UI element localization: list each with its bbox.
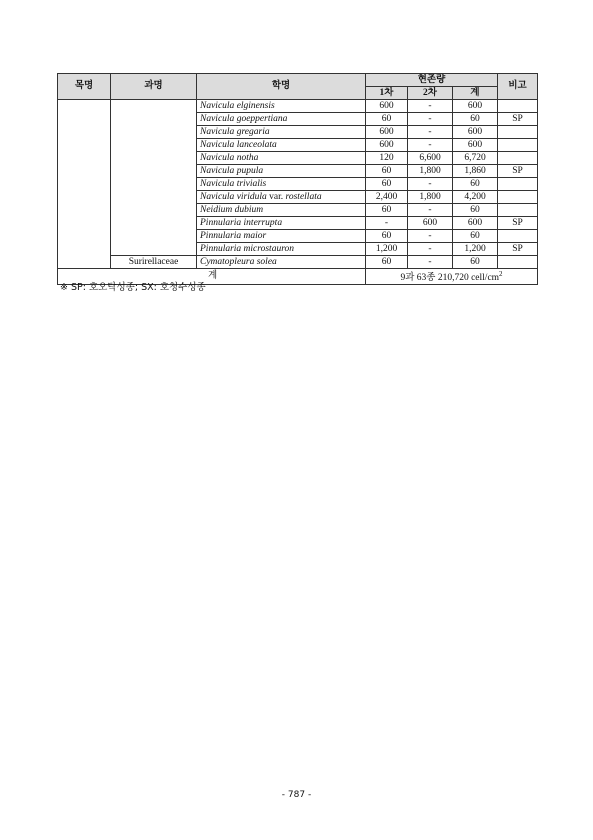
sum-value xyxy=(366,269,538,285)
first-value: 600 xyxy=(366,100,408,113)
second-value: 6,600 xyxy=(408,152,453,165)
second-value: - xyxy=(408,100,453,113)
page-number: - 787 - xyxy=(281,790,312,800)
total-value: 600 xyxy=(453,100,498,113)
genus: Navicula xyxy=(200,139,235,150)
variety: rostellata xyxy=(285,191,322,202)
scientific-name-cell xyxy=(197,113,366,126)
genus: Navicula xyxy=(200,100,235,111)
total-value: 600 xyxy=(453,126,498,139)
remark-value xyxy=(498,100,538,113)
header-family: 과명 xyxy=(111,74,197,100)
species: trivialis xyxy=(236,178,267,189)
species: elginensis xyxy=(236,100,275,111)
scientific-name-cell xyxy=(197,165,366,178)
remark-value: SP xyxy=(498,113,538,126)
second-value: - xyxy=(408,256,453,269)
second-value: - xyxy=(408,126,453,139)
total-value: 60 xyxy=(453,178,498,191)
scientific-name-cell xyxy=(197,256,366,269)
scientific-name-cell xyxy=(197,204,366,217)
species: solea xyxy=(256,256,277,267)
genus: Pinnularia xyxy=(200,243,242,254)
species: maior xyxy=(243,230,267,241)
order-cell xyxy=(58,100,111,269)
first-value: 60 xyxy=(366,165,408,178)
header-scientific-name: 학명 xyxy=(197,74,366,100)
second-value: - xyxy=(408,178,453,191)
scientific-name-cell xyxy=(197,230,366,243)
scientific-name-cell xyxy=(197,100,366,113)
table-row xyxy=(58,100,538,113)
total-value: 60 xyxy=(453,204,498,217)
header-second: 2차 xyxy=(408,87,453,100)
second-value: - xyxy=(408,204,453,217)
genus: Pinnularia xyxy=(200,230,242,241)
first-value: 60 xyxy=(366,256,408,269)
remark-value xyxy=(498,256,538,269)
remark-value xyxy=(498,126,538,139)
genus: Navicula xyxy=(200,113,235,124)
scientific-name-cell xyxy=(197,243,366,256)
genus: Navicula xyxy=(200,178,235,189)
header-total: 계 xyxy=(453,87,498,100)
total-value: 1,200 xyxy=(453,243,498,256)
first-value: 600 xyxy=(366,126,408,139)
sum-superscript: 2 xyxy=(499,270,503,278)
genus: Pinnularia xyxy=(200,217,242,228)
total-value: 60 xyxy=(453,230,498,243)
total-value: 600 xyxy=(453,139,498,152)
scientific-name-cell xyxy=(197,152,366,165)
remark-value xyxy=(498,191,538,204)
header-standing-crop: 현존량 xyxy=(366,74,498,87)
header-order: 목명 xyxy=(58,74,111,100)
second-value: - xyxy=(408,230,453,243)
second-value: 1,800 xyxy=(408,165,453,178)
species: notha xyxy=(236,152,259,163)
genus: Neidium xyxy=(200,204,233,215)
second-value: - xyxy=(408,243,453,256)
first-value: 60 xyxy=(366,230,408,243)
genus: Navicula xyxy=(200,152,235,163)
species: lanceolata xyxy=(236,139,277,150)
species: viridula xyxy=(236,191,267,202)
second-value: 600 xyxy=(408,217,453,230)
first-value: 600 xyxy=(366,139,408,152)
genus: Navicula xyxy=(200,191,235,202)
remark-value xyxy=(498,178,538,191)
scientific-name-cell xyxy=(197,217,366,230)
species: pupula xyxy=(236,165,264,176)
header-first: 1차 xyxy=(366,87,408,100)
genus: Cymatopleura xyxy=(200,256,255,267)
species: gregaria xyxy=(236,126,270,137)
species: microstauron xyxy=(243,243,295,254)
first-value: 60 xyxy=(366,204,408,217)
scientific-name-cell xyxy=(197,178,366,191)
remark-value xyxy=(498,204,538,217)
phytoplankton-table xyxy=(57,73,538,285)
first-value: 60 xyxy=(366,113,408,126)
remark-value xyxy=(498,230,538,243)
scientific-name-cell xyxy=(197,126,366,139)
remark-value: SP xyxy=(498,243,538,256)
header-row-1 xyxy=(58,74,538,87)
scientific-name-cell xyxy=(197,191,366,204)
second-value: - xyxy=(408,113,453,126)
scientific-name-cell xyxy=(197,139,366,152)
var-label: var. xyxy=(269,191,284,202)
header-remarks: 비고 xyxy=(498,74,538,100)
total-value: 6,720 xyxy=(453,152,498,165)
total-value: 600 xyxy=(453,217,498,230)
species: dubium xyxy=(234,204,264,215)
first-value: 2,400 xyxy=(366,191,408,204)
first-value: - xyxy=(366,217,408,230)
family-cell: Surirellaceae xyxy=(111,256,197,269)
first-value: 60 xyxy=(366,178,408,191)
species: goeppertiana xyxy=(236,113,288,124)
first-value: 1,200 xyxy=(366,243,408,256)
sum-text: 9과 63종 210,720 cell/cm xyxy=(400,273,500,284)
footnote: ※ SP: 호오탁성종; SX: 호청수성종 xyxy=(60,282,206,293)
total-value: 1,860 xyxy=(453,165,498,178)
total-value: 4,200 xyxy=(453,191,498,204)
species: interrupta xyxy=(243,217,283,228)
total-value: 60 xyxy=(453,113,498,126)
first-value: 120 xyxy=(366,152,408,165)
remark-value: SP xyxy=(498,217,538,230)
total-value: 60 xyxy=(453,256,498,269)
remark-value xyxy=(498,139,538,152)
second-value: - xyxy=(408,139,453,152)
second-value: 1,800 xyxy=(408,191,453,204)
remark-value xyxy=(498,152,538,165)
table-row xyxy=(58,256,538,269)
sum-label: 계 xyxy=(58,269,366,285)
remark-value: SP xyxy=(498,165,538,178)
family-cell xyxy=(111,100,197,256)
genus: Navicula xyxy=(200,165,235,176)
genus: Navicula xyxy=(200,126,235,137)
